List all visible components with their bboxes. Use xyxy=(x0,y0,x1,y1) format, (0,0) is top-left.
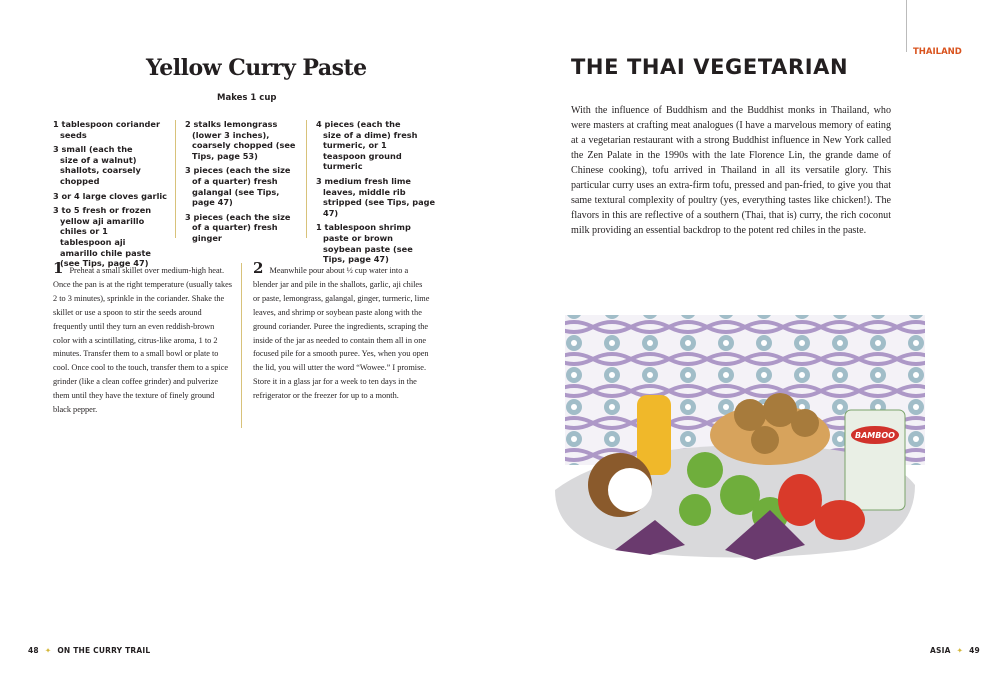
ingredient: 1 tablespoon shrimp paste or brown soybean paste (see Tips, page 47) xyxy=(316,222,413,265)
star-icon: ✦ xyxy=(956,646,964,655)
ingredient: 3 to 5 fresh or frozen yellow aji amarillo chiles or 1 tablespoon aji amarillo chile paste (see Tips, page 47) xyxy=(53,205,152,269)
bamboo-can xyxy=(845,410,905,510)
step-text: Preheat a small skillet over medium-high heat. Once the pan is at the right temperature (usually takes 2 to 3 minutes), sprinkle in the coriander. Shake the skillet or use a spoon to stir the seeds around frequently until they turn an even reddish-brown color with a scintillating, citrus-like aroma, 1 to 2 minutes. Transfer them to a small bowl or plate to cool. Once cool to the touch, transfer them to a spice grinder (like a clean coffee grinder) and pulverize them until they have the texture of finely ground black pepper. xyxy=(53,266,233,415)
column-divider xyxy=(306,120,307,238)
recipe-yield: Makes 1 cup xyxy=(217,93,277,103)
tab-rule xyxy=(906,0,907,52)
step-number: 2 xyxy=(253,259,264,277)
ingredient: 3 pieces (each the size of a quarter) fresh galangal (see Tips, page 47) xyxy=(185,165,291,208)
running-footer: ASIA xyxy=(930,646,951,655)
running-footer: ON THE CURRY TRAIL xyxy=(57,646,151,655)
step-2 xyxy=(253,259,431,403)
left-footer xyxy=(28,646,150,655)
step-text: Meanwhile pour about ½ cup water into a blender jar and pile in the shallots, garlic, aji chiles or paste, lemongrass, galangal, ginger, turmeric, lime leaves, and shrimp or soybean paste along with the ground coriander. Puree the ingredients, scraping the inside of the jar as needed to contain them all in one focused pile for a smooth puree. Yes, when you open the lid, you will utter the word “Wowee.” I promise. Store it in a glass jar for a week to ten days in the refrigerator or the freezer for up to a month. xyxy=(253,266,430,401)
chapter-tab: THAILAND xyxy=(913,47,962,57)
food-illustration xyxy=(555,295,935,580)
column-divider xyxy=(175,120,176,238)
page-number: 48 xyxy=(28,646,39,655)
page-number: 49 xyxy=(969,646,980,655)
ingredients-column-3 xyxy=(316,119,436,269)
column-divider xyxy=(241,263,242,428)
ingredient: 3 or 4 large cloves garlic xyxy=(53,190,168,201)
ingredient: 4 pieces (each the size of a dime) fresh turmeric, or 1 teaspoon ground turmeric xyxy=(316,119,418,172)
ingredient: 1 tablespoon coriander seeds xyxy=(53,119,160,140)
ingredient: 3 small (each the size of a walnut) shallots, coarsely chopped xyxy=(53,144,141,186)
right-footer xyxy=(930,646,980,655)
ingredient: 3 medium fresh lime leaves, middle rib stripped (see Tips, page 47) xyxy=(316,175,436,218)
intro-text: With the influence of Buddhism and the Buddhist monks in Thailand, who were masters at crafting meat analogues (I have a marvelous memory of eating at a vegetarian restaurant with a strong Buddhist influence in New York called the Zen Palate in the 1990s with the late Florence Lin, the grande dame of Chinese cooking), tofu arrived in Thailand in all its versatile glory. This particular curry uses an extra-firm tofu, pressed and pan-fried, to give you that same textural complexity of poultry (yes, everything tastes like chicken!). The flavors in this are reflective of a southern (Thai, that is) curry, the rich coconut milk providing an essential backdrop to the potent red chiles in the paste. xyxy=(571,105,891,236)
can-label-text: BAMBOO xyxy=(855,431,895,440)
section-title: THE THAI VEGETARIAN xyxy=(571,55,849,79)
step-1 xyxy=(53,259,233,417)
ingredient: 2 stalks lemongrass (lower 3 inches), coarsely chopped (see Tips, page 53) xyxy=(185,119,296,161)
recipe-title: Yellow Curry Paste xyxy=(146,55,367,81)
ingredients-column-2 xyxy=(185,119,300,248)
star-icon: ✦ xyxy=(44,646,52,655)
ingredients-column-1 xyxy=(53,119,173,273)
ingredient: 3 pieces (each the size of a quarter) fresh ginger xyxy=(185,211,291,243)
step-number: 1 xyxy=(53,259,64,277)
